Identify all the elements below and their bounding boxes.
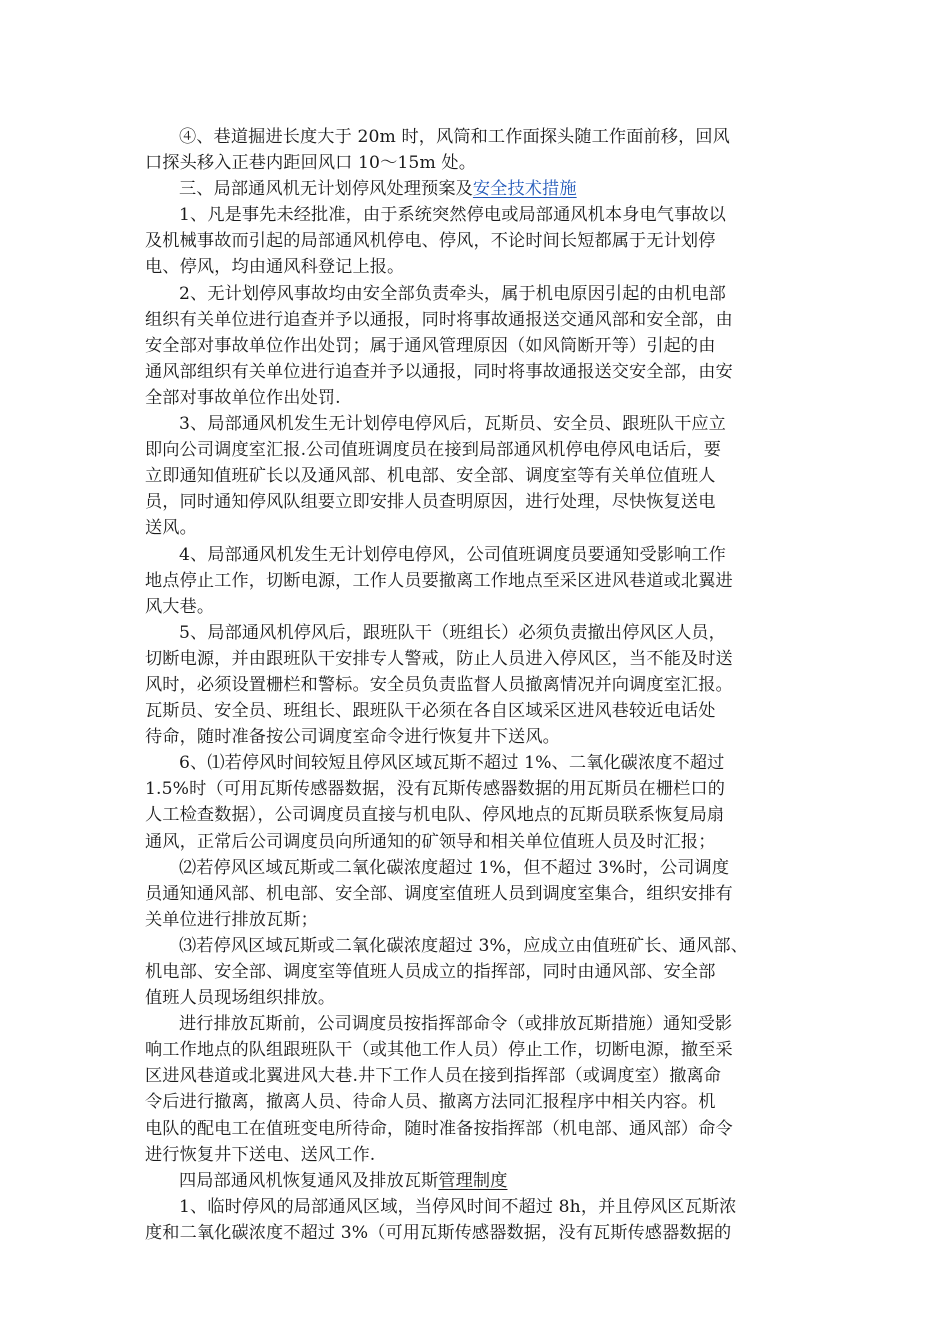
paragraph-line: 值班人员现场组织排放。 xyxy=(145,988,336,1009)
paragraph-line: 员通知通风部、机电部、安全部、调度室值班人员到调度室集合，组织安排有 xyxy=(145,883,733,904)
paragraph-line: 及机械事故而引起的局部通风机停电、停风，不论时间长短都属于无计划停 xyxy=(145,231,716,252)
paragraph-line: 3、局部通风机发生无计划停电停风后，瓦斯员、安全员、跟班队干应立 xyxy=(179,414,726,435)
paragraph-line: 令后进行撤离，撤离人员、待命人员、撤离方法同汇报程序中相关内容。机 xyxy=(145,1092,716,1113)
paragraph-line: ⑵若停风区域瓦斯或二氧化碳浓度超过 1%，但不超过 3%时，公司调度 xyxy=(179,857,730,878)
paragraph-line: 待命，随时准备按公司调度室命令进行恢复井下送风。 xyxy=(145,727,560,748)
paragraph-line: ⑶若停风区域瓦斯或二氧化碳浓度超过 3%，应成立由值班矿长、通风部、 xyxy=(179,935,748,956)
paragraph-line: 机电部、安全部、调度室等值班人员成立的指挥部，同时由通风部、安全部 xyxy=(145,962,716,982)
paragraph-line: 瓦斯员、安全员、班组长、跟班队干必须在各自区域采区进风巷较近电话处 xyxy=(145,701,716,722)
paragraph-line: 1.5%时（可用瓦斯传感器数据，没有瓦斯传感器数据的用瓦斯员在栅栏口的 xyxy=(145,779,725,800)
section-heading-text: 三、局部通风机无计划停风处理预案及 xyxy=(179,179,473,200)
paragraph-line: 进行排放瓦斯前，公司调度员按指挥部命令（或排放瓦斯措施）通知受影 xyxy=(179,1014,733,1035)
paragraph-line: 1、凡是事先未经批准，由于系统突然停电或局部通风机本身电气事故以 xyxy=(179,205,726,226)
management-system-link[interactable]: 管理制度 xyxy=(438,1170,508,1191)
paragraph-line: 安全部对事故单位作出处罚；属于通风管理原因（如风筒断开等）引起的由 xyxy=(145,335,716,356)
paragraph-line: 口探头移入正巷内距回风口 10～15m 处。 xyxy=(145,153,476,174)
safety-measures-link[interactable]: 安全技术措施 xyxy=(472,179,577,200)
section-heading-text: 四局部通风机恢复通风及排放瓦斯 xyxy=(179,1170,439,1191)
paragraph-line: ④、巷道掘进长度大于 20m 时，风筒和工作面探头随工作面前移，回风 xyxy=(179,127,730,147)
paragraph-line: 4、局部通风机发生无计划停电停风，公司值班调度员要通知受影响工作 xyxy=(179,544,726,565)
document-body xyxy=(145,124,813,1246)
paragraph-line: 全部对事故单位作出处罚. xyxy=(145,387,341,408)
paragraph-line: 进行恢复井下送电、送风工作. xyxy=(145,1144,376,1165)
paragraph-line: 电、停风，均由通风科登记上报。 xyxy=(145,257,405,278)
paragraph-line: 即向公司调度室汇报.公司值班调度员在接到局部通风机停电停风电话后，要 xyxy=(145,440,722,461)
paragraph-line: 通风，正常后公司调度员向所通知的矿领导和相关单位值班人员及时汇报； xyxy=(145,831,716,852)
paragraph-line: 送风。 xyxy=(145,518,197,539)
paragraph-line: 1、临时停风的局部通风区域，当停风时间不超过 8h，并且停风区瓦斯浓 xyxy=(179,1196,737,1217)
paragraph-line: 5、局部通风机停风后，跟班队干（班组长）必须负责撤出停风区人员， xyxy=(179,622,726,643)
paragraph-line: 切断电源，并由跟班队干安排专人警戒，防止人员进入停风区，当不能及时送 xyxy=(145,648,733,669)
paragraph-line: 组织有关单位进行追查并予以通报，同时将事故通报送交通风部和安全部，由 xyxy=(145,309,733,330)
paragraph-line: 区进风巷道或北翼进风大巷.井下工作人员在接到指挥部（或调度室）撤离命 xyxy=(145,1066,722,1087)
paragraph-line: 员，同时通知停风队组要立即安排人员查明原因，进行处理，尽快恢复送电 xyxy=(145,492,716,513)
paragraph-line: 响工作地点的队组跟班队干（或其他工作人员）停止工作，切断电源，撤至采 xyxy=(145,1040,733,1061)
section-heading-4 xyxy=(145,1168,813,1194)
paragraph-line: 6、⑴若停风时间较短且停风区域瓦斯不超过 1%、二氧化碳浓度不超过 xyxy=(179,753,725,774)
paragraph-line: 关单位进行排放瓦斯； xyxy=(145,909,318,930)
paragraph-line: 风大巷。 xyxy=(145,596,215,617)
paragraph-line: 地点停止工作，切断电源，工作人员要撤离工作地点至采区进风巷道或北翼进 xyxy=(145,570,733,591)
paragraph-line: 人工检查数据），公司调度员直接与机电队、停风地点的瓦斯员联系恢复局扇 xyxy=(145,805,725,826)
paragraph-line: 2、无计划停风事故均由安全部负责牵头，属于机电原因引起的由机电部 xyxy=(179,283,726,304)
section-heading-3 xyxy=(145,176,813,202)
paragraph-line: 通风部组织有关单位进行追查并予以通报，同时将事故通报送交安全部，由安 xyxy=(145,361,733,382)
paragraph-line: 立即通知值班矿长以及通风部、机电部、安全部、调度室等有关单位值班人 xyxy=(145,466,716,487)
paragraph-line: 风时，必须设置栅栏和警标。安全员负责监督人员撤离情况并向调度室汇报。 xyxy=(145,674,733,695)
paragraph-line: 电队的配电工在值班变电所待命，随时准备按指挥部（机电部、通风部）命令 xyxy=(145,1118,733,1139)
paragraph-line: 度和二氧化碳浓度不超过 3%（可用瓦斯传感器数据，没有瓦斯传感器数据的 xyxy=(145,1222,732,1243)
